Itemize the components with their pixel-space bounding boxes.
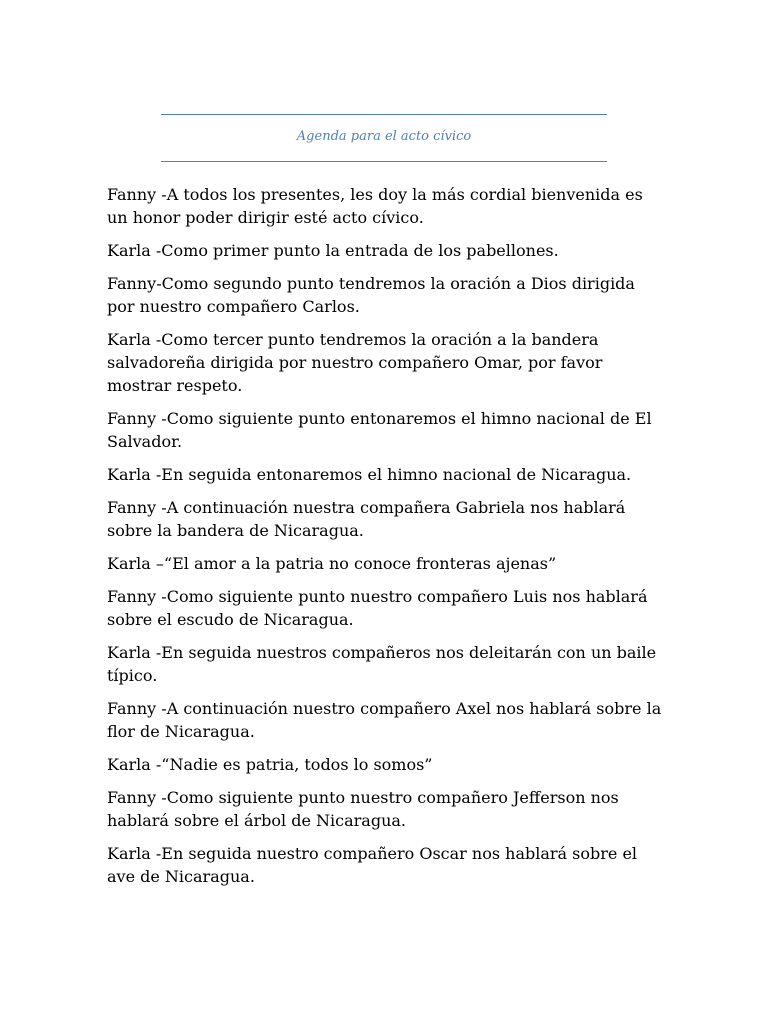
paragraph: Karla -En seguida nuestros compañeros nos deleitarán con un baile típico. [107,643,657,685]
paragraph: Karla -En seguida nuestro compañero Oscar nos hablará sobre el ave de Nicaragua. [107,844,638,886]
paragraph: Fanny -Como siguiente punto nuestro compañero Jefferson nos hablará sobre el árbol de Nicaragua. [107,788,619,830]
paragraph: Karla –“El amor a la patria no conoce fronteras ajenas” [107,554,557,573]
document-title: Agenda para el acto cívico [296,129,472,144]
document-body [107,183,667,898]
paragraph: Karla -Como tercer punto tendremos la oración a la bandera salvadoreña dirigida por nuestro compañero Omar, por favor mostrar respeto. [107,330,603,395]
paragraph: Fanny-Como segundo punto tendremos la oración a Dios dirigida por nuestro compañero Carlos. [107,274,635,316]
paragraph: Karla -Como primer punto la entrada de los pabellones. [107,241,559,260]
paragraph: Fanny -A continuación nuestra compañera Gabriela nos hablará sobre la bandera de Nicaragua. [107,498,626,540]
paragraph: Fanny -A continuación nuestro compañero Axel nos hablará sobre la flor de Nicaragua. [107,699,662,741]
paragraph: Karla -“Nadie es patria, todos lo somos” [107,755,433,774]
paragraph: Karla -En seguida entonaremos el himno nacional de Nicaragua. [107,465,632,484]
paragraph: Fanny -A todos los presentes, les doy la más cordial bienvenida es un honor poder dirigir esté acto cívico. [107,185,643,227]
title-block [161,114,607,162]
paragraph: Fanny -Como siguiente punto nuestro compañero Luis nos hablará sobre el escudo de Nicaragua. [107,587,648,629]
paragraph: Fanny -Como siguiente punto entonaremos el himno nacional de El Salvador. [107,409,652,451]
